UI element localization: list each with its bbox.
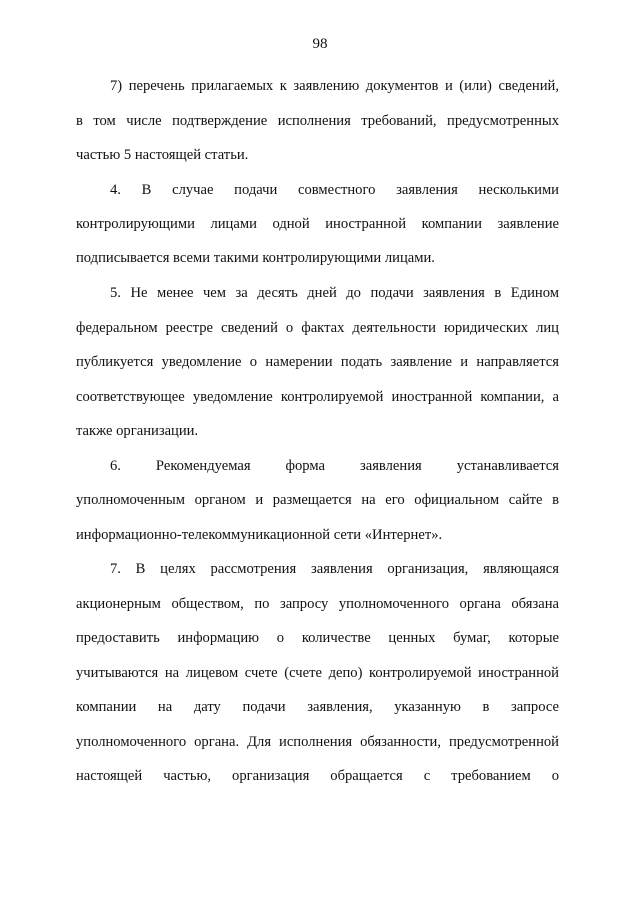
paragraph-line: 7) перечень прилагаемых к заявлению документов и (или) сведений,: [110, 78, 559, 94]
paragraph-line: частью 5 настоящей статьи.: [76, 147, 249, 163]
paragraph-line: компании на дату подачи заявления, указанную в запросе: [76, 699, 559, 715]
paragraph-line: в том числе подтверждение исполнения требований, предусмотренных: [76, 113, 559, 129]
paragraph-line: информационно-телекоммуникационной сети «Интернет».: [76, 527, 443, 543]
paragraph-line: акционерным обществом, по запросу уполномоченного органа обязана: [76, 596, 559, 612]
paragraph-line: 5. Не менее чем за десять дней до подачи заявления в Едином: [110, 285, 559, 301]
paragraph-line: уполномоченного органа. Для исполнения обязанности, предусмотренной: [76, 734, 559, 750]
paragraph-line: публикуется уведомление о намерении подать заявление и направляется: [76, 354, 559, 370]
paragraph-line: 7. В целях рассмотрения заявления организация, являющаяся: [110, 561, 559, 577]
paragraph-line: контролирующими лицами одной иностранной компании заявление: [76, 216, 559, 232]
paragraph-line: предоставить информацию о количестве ценных бумаг, которые: [76, 630, 559, 646]
paragraph-line: подписывается всеми такими контролирующими лицами.: [76, 250, 435, 266]
paragraph-line: учитываются на лицевом счете (счете депо) контролируемой иностранной: [76, 665, 559, 681]
paragraph-line: соответствующее уведомление контролируемой иностранной компании, а: [76, 389, 559, 405]
paragraph-line: уполномоченным органом и размещается на его официальном сайте в: [76, 492, 559, 508]
paragraph-line: 4. В случае подачи совместного заявления несколькими: [110, 182, 559, 198]
page-number: 98: [312, 36, 328, 52]
paragraph-line: настоящей частью, организация обращается с требованием о: [76, 768, 559, 784]
paragraph-line: 6. Рекомендуемая форма заявления устанавливается: [110, 458, 559, 474]
paragraph-line: федеральном реестре сведений о фактах деятельности юридических лиц: [76, 320, 559, 336]
paragraph-line: также организации.: [76, 423, 199, 439]
